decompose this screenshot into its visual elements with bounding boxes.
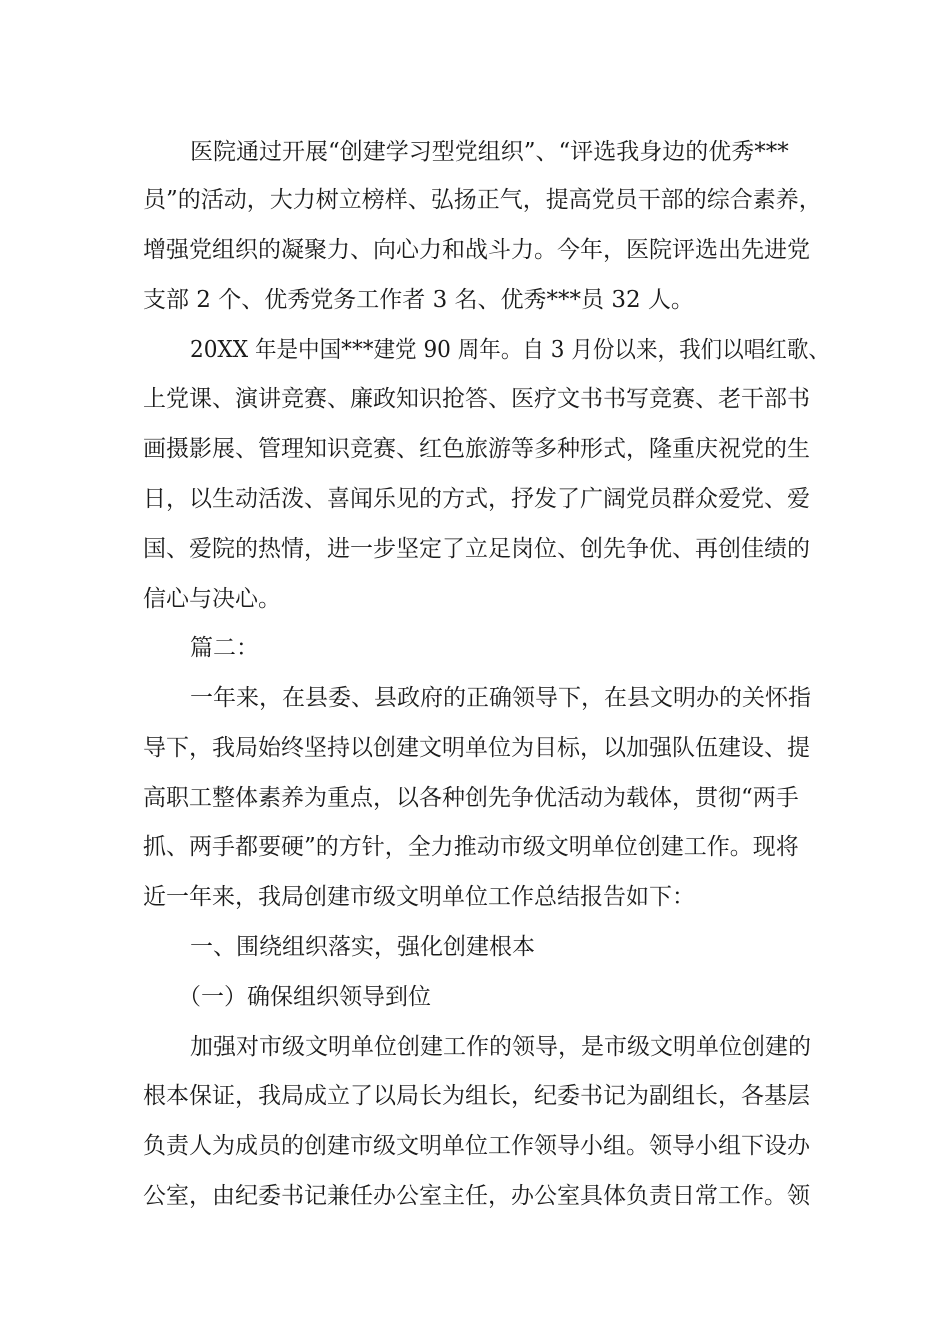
line-text: 高职工整体素养为重点，以各种创先争优活动为载体，贯彻“两手 xyxy=(143,785,799,811)
line-text: 画摄影展、管理知识竞赛、红色旅游等多种形式，隆重庆祝党的生 xyxy=(143,436,810,462)
line-text: 20XX 年是中国***建党 90 周年。自 3 月份以来，我们以唱红歌、 xyxy=(190,337,830,363)
line-text: 一、围绕组织落实，强化创建根本 xyxy=(190,934,535,960)
line-text: 公室，由纪委书记兼任办公室主任，办公室具体负责日常工作。领 xyxy=(143,1183,810,1209)
line-text: 负责人为成员的创建市级文明单位工作领导小组。领导小组下设办 xyxy=(143,1133,810,1159)
line-text: 增强党组织的凝聚力、向心力和战斗力。今年，医院评选出先进党 xyxy=(143,237,810,263)
line-text: 信心与决心。 xyxy=(143,586,281,612)
line-text: 医院通过开展“创建学习型党组织”、“评选我身边的优秀*** xyxy=(190,139,789,165)
line-text: 支部 2 个、优秀党务工作者 3 名、优秀***员 32 人。 xyxy=(143,287,694,313)
line-text: 篇二： xyxy=(190,635,259,661)
line-text: 抓、两手都要硬”的方针，全力推动市级文明单位创建工作。现将 xyxy=(143,834,799,860)
line-text: 近一年来，我局创建市级文明单位工作总结报告如下： xyxy=(143,884,695,910)
line-text: 根本保证，我局成立了以局长为组长，纪委书记为副组长，各基层 xyxy=(143,1083,810,1109)
line-text: 国、爱院的热情，进一步坚定了立足岗位、创先争优、再创佳绩的 xyxy=(143,536,810,562)
line-text: 上党课、演讲竞赛、廉政知识抢答、医疗文书书写竞赛、老干部书 xyxy=(143,386,810,412)
line-text: （一）确保组织领导到位 xyxy=(178,984,431,1010)
line-text: 导下，我局始终坚持以创建文明单位为目标，以加强队伍建设、提 xyxy=(143,735,810,761)
line-text: 日，以生动活泼、喜闻乐见的方式，抒发了广阔党员群众爱党、爱 xyxy=(143,486,810,512)
line-text: 加强对市级文明单位创建工作的领导，是市级文明单位创建的 xyxy=(190,1034,811,1060)
line-text: 一年来，在县委、县政府的正确领导下，在县文明办的关怀指 xyxy=(190,685,811,711)
line-text: 员”的活动，大力树立榜样、弘扬正气，提高党员干部的综合素养， xyxy=(143,187,822,213)
